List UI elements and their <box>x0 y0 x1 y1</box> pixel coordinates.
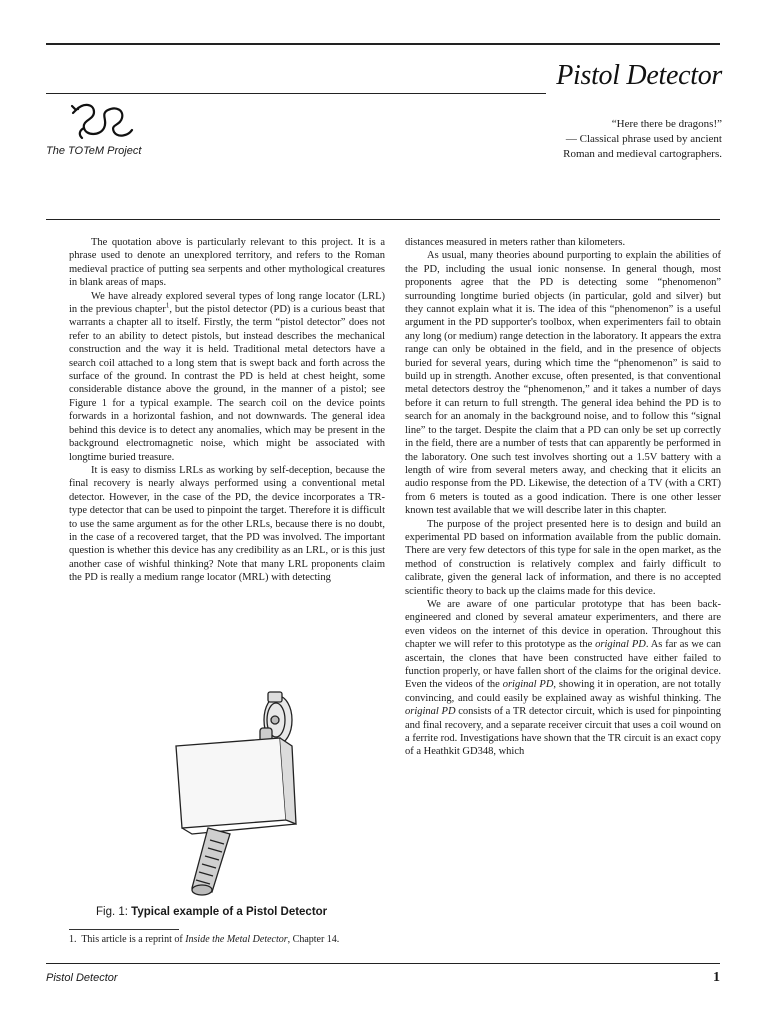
figure-caption <box>96 906 327 918</box>
serpent-logo <box>70 100 136 142</box>
right-column <box>405 236 721 759</box>
project-name: The TOTeM Project <box>46 145 142 157</box>
epigraph-attribution-line-1: — Classical phrase used by ancient <box>565 133 722 145</box>
footer-title: Pistol Detector <box>46 972 118 984</box>
epigraph-attribution-line-2: Roman and medieval cartographers. <box>563 148 722 160</box>
left-column <box>69 236 385 585</box>
epigraph-quote: “Here there be dragons!” <box>611 118 722 130</box>
paragraph-purpose: The purpose of the project presented here is to design and build an experimental PD based on information available from the public domain. There are very few detectors of this type for sale in the open market, as the method of construction is relatively complex and fairly difficult to calibrate, given the general lack of information, and there is no accepted scientific theory to back up the claims made for this device. <box>405 518 721 597</box>
caption-prefix: Fig. 1: <box>96 906 128 918</box>
caption-text: Typical example of a Pistol Detector <box>131 906 328 918</box>
paragraph-intro: The quotation above is particularly relevant to this project. It is a phrase used to denote an unexplored territory, and refers to the Roman medieval practice of putting sea serpents and other mythological creatures in blank areas of maps. <box>69 237 385 289</box>
footer-rule <box>46 963 720 964</box>
pistol-detector-figure <box>148 688 318 898</box>
footnote: 1. This article is a reprint of Inside the Metal Detector, Chapter 14. <box>69 934 340 945</box>
epigraph <box>462 117 722 162</box>
header-divider <box>46 219 720 220</box>
paragraph-continued: distances measured in meters rather than kilometers. <box>405 237 626 248</box>
page-number: 1 <box>713 970 720 985</box>
footnote-ref: 1 <box>165 301 170 310</box>
paragraph-lrl: We have already explored several types of long range locator (LRL) in the previous chapter$^1$, but the pistol detector (PD) is a curious beast that warrants a chapter all to itself. Firstly, the term “pistol detector” does not refer to an ability to detect pistols, but instead describes the mechanical construction and the way it is held. Traditional metal detectors have a search coil attached to a long stem that is swept back and forth across the surface of the ground. In contrast the PD is held at chest height, some considerable distance above the ground, in the manner of a pistol; see Figure 1 for a typical example. The search coil on the device points forwards in a horizontal fashion, and not downwards. The general idea behind this device is to detect any anomalies, which may be present in the background electromagnetic noise, which might be associated with longtime buried treasure. <box>69 290 385 463</box>
footnote-book-title: Inside the Metal Detector <box>185 934 288 945</box>
top-rule <box>46 43 720 45</box>
paragraph-theories: As usual, many theories abound purporting to explain the abilities of the PD, including the usual ionic nonsense. In general though, most proponents agree that the PD is detecting some “phenomenon” surrounding longtime buried objects (in particular, gold and silver) but they cannot explain what it is. The idea of this “phenomenon” is a useful argument in the PD supporter's toolbox, when experimenters fail to obtain any long (or medium) range detection in the laboratory. It appears the extra range can only be obtained in the field, and in the presence of objects buried for several years, during which time the “phenomenon” is said to build up in strength. Another excuse, often presented, is that conventional metal detectors destroy the “phenomenon,” and it takes a number of days before it can return to full strength. The general idea behind the PD is to search for an anomaly in the background noise, and to follow this “signal line” to the target. Despite the claim that a PD can only be set up correctly in the field, there are a number of tests that can apparently be performed in the laboratory. One such test involves shorting out a 1.5V battery with a length of wire from several meters away, and checking that it elicits an audio response from the PD. Likewise, the detection of a TV (with a CRT) from 6 meters is touted as a good indication. There is one other lesser known test available that we will describe later in this chapter. <box>405 250 721 517</box>
title-rule <box>46 93 546 94</box>
paragraph-dismiss: It is easy to dismiss LRLs as working by self-deception, because the final recovery is nearly always performed using a conventional metal detector. However, in the case of the PD, the device incorporates a TR-type detector that can be used to pinpoint the target. Therefore it is difficult to use the same argument as for the other LRLs, because there is no doubt, in the case of a recovered target, that the PD was involved. The important question is whether this device has any credibility as an LRL, or is this just another case of wishful thinking? Note that many LRL proponents claim the PD is really a medium range locator (MRL) with detecting <box>69 464 385 584</box>
footnote-rule <box>69 929 179 930</box>
page-title: Pistol Detector <box>556 60 722 91</box>
paragraph-prototype: We are aware of one particular prototype that has been back-engineered and cloned by several amateur experimenters, and there are even videos on the internet of this device in operation. Throughout this chapter we will refer to this prototype as the original PD. As far as we can ascertain, the clones that have been constructed have either failed to function properly, or have fallen short of the claims for the original device. Even the videos of the original PD, showing it in operation, are not totally convincing, and could easily be explained away as wishful thinking. The original PD consists of a TR detector circuit, which is used for pinpointing and final recovery, and a separate receiver circuit that uses a coil wound on a ferrite rod. Investigations have shown that the TR circuit is an exact copy of a Heathkit GD348, which <box>405 598 722 758</box>
